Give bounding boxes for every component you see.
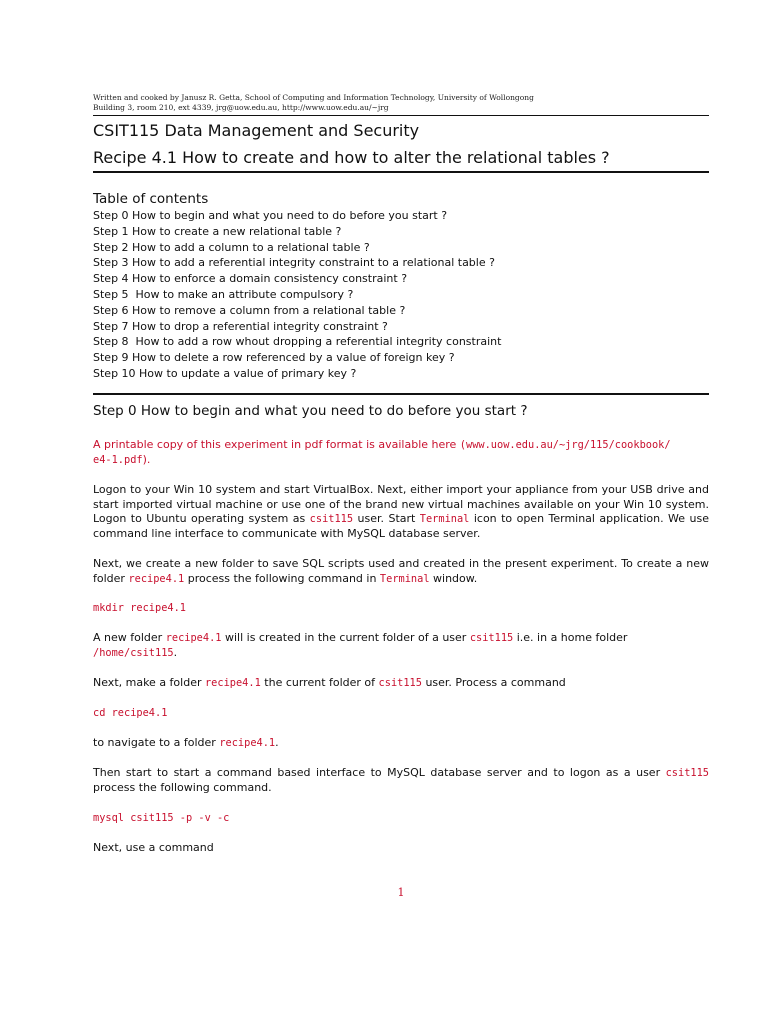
toc-item[interactable]: Step 10 How to update a value of primary key ? [93, 366, 357, 380]
folder-text-3: window. [429, 571, 478, 585]
toc-item[interactable]: Step 8 How to add a row whout dropping a referential integrity constraint [93, 335, 502, 349]
make-text-2: the current folder of [260, 676, 379, 689]
byline-line-1: Written and cooked by Janusz R. Getta, School of Computing and Information Technology, University of Wollongong [93, 93, 534, 102]
folder-text-1: Next, we create a new folder to save SQL scripts used and created in the present experiment. To create a new folder [93, 557, 709, 585]
navigate-paragraph [93, 736, 709, 751]
terminal-name: Terminal [419, 513, 470, 526]
toc-item[interactable]: Step 3 How to add a referential integrity constraint to a relational table ? [93, 256, 495, 270]
toc-item[interactable]: Step 6 How to remove a column from a relational table ? [93, 303, 406, 317]
terminal-name: Terminal [379, 572, 430, 585]
printable-url[interactable]: (www.uow.edu.au/~jrg/115/cookbook/ [459, 439, 671, 451]
make-text-1: Next, make a folder [93, 676, 205, 689]
header-rule [93, 115, 709, 116]
created-text-4: . [173, 645, 178, 659]
course-title: CSIT115 Data Management and Security [93, 121, 420, 140]
make-text-3: user. Process a command [421, 676, 566, 689]
user-name: csit115 [665, 767, 709, 779]
toc-item[interactable]: Step 0 How to begin and what you need to do before you start ? [93, 209, 448, 222]
table-of-contents [93, 208, 501, 382]
page-number: 1 [397, 886, 405, 899]
toc-item[interactable]: Step 2 How to add a column to a relational table ? [93, 240, 370, 254]
step0-heading: Step 0 How to begin and what you need to do before you start ? [93, 403, 528, 419]
folder-name: recipe4.1 [128, 572, 185, 585]
logon-text-3: icon to open Terminal application. We use command line interface to communicate with MySQL database server. [93, 512, 709, 540]
toc-item[interactable]: Step 5 How to make an attribute compulsory ? [93, 287, 354, 301]
toc-heading: Table of contents [93, 191, 209, 207]
toc-item[interactable]: Step 4 How to enforce a domain consistency constraint ? [93, 272, 408, 286]
user-name: csit115 [378, 677, 422, 689]
printable-end: ). [142, 452, 151, 466]
user-name: csit115 [309, 513, 354, 526]
cd-command: cd recipe4.1 [93, 707, 168, 719]
logon-text-2: user. Start [353, 512, 420, 526]
start-text-1: Then start to start a command based interface to MySQL database server and to logon as a user [93, 766, 666, 779]
folder-name: recipe4.1 [165, 632, 222, 644]
created-text-2: will is created in the current folder of a user [221, 631, 470, 644]
section-rule [93, 393, 709, 395]
logon-text-1: Logon to your Win 10 system and start VirtualBox. Next, either import your appliance from your USB drive and start imported virtual machine or use one of the brand new virtual machines available on your Win 10 system. Logon to Ubuntu operating system as [93, 483, 709, 526]
logon-paragraph [93, 483, 709, 541]
folder-name: recipe4.1 [204, 677, 261, 689]
mysql-command: mysql csit115 -p -v -c [93, 812, 230, 824]
home-folder: /home/csit115 [93, 646, 174, 659]
recipe-title: Recipe 4.1 How to create and how to alter the relational tables ? [93, 148, 610, 167]
start-text-2: process the following command. [93, 780, 272, 794]
use-command-paragraph: Next, use a command [93, 841, 214, 854]
mysql-start-paragraph [93, 766, 709, 795]
user-name: csit115 [469, 632, 514, 644]
nav-text-1: to navigate to a folder [93, 736, 220, 749]
printable-text[interactable]: A printable copy of this experiment in pdf format is available here [93, 438, 457, 451]
mkdir-command: mkdir recipe4.1 [93, 602, 186, 614]
printable-url-cont[interactable]: e4-1.pdf [93, 453, 143, 466]
author-byline [93, 93, 709, 112]
folder-paragraph [93, 557, 709, 586]
created-text-3: i.e. in a home folder [513, 631, 628, 644]
make-folder-paragraph [93, 676, 709, 691]
byline-line-2: Building 3, room 210, ext 4339, jrg@uow.edu.au, http://www.uow.edu.au/~jrg [93, 102, 389, 112]
folder-name: recipe4.1 [219, 737, 276, 749]
folder-created-paragraph [93, 631, 709, 660]
toc-item[interactable]: Step 9 How to delete a row referenced by a value of foreign key ? [93, 351, 455, 365]
title-rule [93, 171, 709, 173]
folder-text-2: process the following command in [184, 571, 380, 585]
nav-text-2: . [275, 736, 279, 749]
created-text-1: A new folder [93, 631, 166, 644]
toc-item[interactable]: Step 1 How to create a new relational table ? [93, 224, 342, 238]
toc-item[interactable]: Step 7 How to drop a referential integrity constraint ? [93, 319, 388, 333]
printable-copy-link[interactable] [93, 438, 709, 467]
